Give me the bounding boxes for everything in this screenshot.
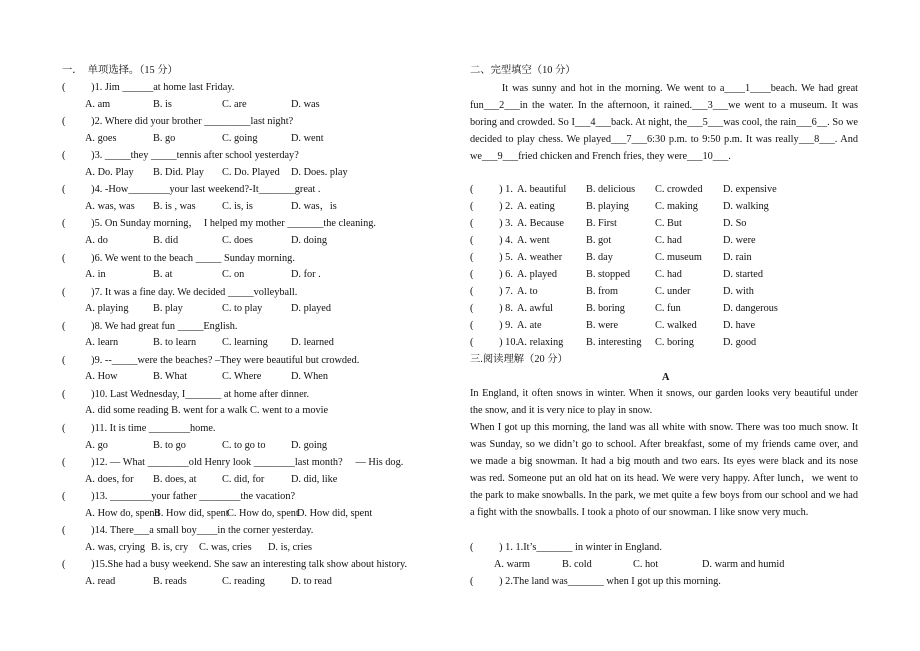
- question-option: D. learned: [291, 337, 334, 349]
- question-option: C. is, is: [222, 200, 253, 212]
- reading-option: B. cold: [562, 559, 592, 570]
- reading-option: D. warm and humid: [702, 559, 785, 570]
- cloze-option: D. expensive: [723, 184, 777, 195]
- question-option: A. Do. Play: [85, 166, 134, 178]
- reading-passage-a-title: A: [662, 372, 670, 383]
- question-stem: ( )14. There___a small boy____in the corner yesterday.: [62, 525, 314, 537]
- question-option: A. How: [85, 371, 118, 383]
- cloze-passage-text: back. At night, the: [610, 116, 688, 128]
- cloze-option-number: ( ) 8.: [470, 303, 513, 315]
- question-option: D. was，is: [291, 200, 337, 212]
- cloze-option: A. ate: [517, 320, 542, 332]
- question-option: A. goes: [85, 132, 117, 144]
- question-option: D. How did, spent: [297, 507, 373, 519]
- question-stem: ( )6. We went to the beach _____ Sunday morning.: [62, 252, 295, 264]
- question-option: A. do: [85, 234, 108, 246]
- cloze-option: B. interesting: [586, 337, 642, 349]
- cloze-option: A. weather: [517, 252, 563, 264]
- question-stem: ( )9. --_____were the beaches? –They were beautiful but crowded.: [62, 354, 360, 366]
- cloze-option: C. had: [655, 269, 682, 281]
- cloze-option: D. good: [723, 337, 757, 349]
- question-stem: ( )7. It was a fine day. We decided _____volleyball.: [62, 286, 298, 298]
- question-stem: ( )2. Where did your brother _________last night?: [62, 116, 294, 128]
- cloze-option: A. Because: [517, 218, 564, 230]
- question-option: D. did, like: [291, 473, 338, 485]
- cloze-option-number: ( ) 10.: [470, 337, 519, 349]
- question-option: A. playing: [85, 303, 129, 315]
- cloze-option: B. playing: [586, 201, 629, 213]
- question-option: B. play: [153, 303, 183, 315]
- cloze-option: D. with: [723, 286, 754, 298]
- question-option: B. at: [153, 269, 173, 280]
- question-option: B. does, at: [153, 473, 197, 485]
- question-option: C. to play: [222, 303, 263, 315]
- cloze-option-number: ( ) 5.: [470, 252, 513, 264]
- cloze-blank: ___5___: [687, 116, 724, 128]
- question-option: C. on: [222, 269, 245, 280]
- cloze-passage-text: beach. We had great fun: [470, 83, 861, 111]
- question-option: B. is: [153, 98, 172, 110]
- cloze-passage-text: It was sunny and hot in the morning. We went to a: [470, 83, 725, 94]
- cloze-blank: ___2___: [483, 99, 520, 111]
- reading-question-1: ( ) 1. 1.It’s_______ in winter in England.: [470, 542, 662, 553]
- cloze-option: D. So: [723, 218, 747, 230]
- cloze-option: B. stopped: [586, 269, 631, 281]
- cloze-option: C. crowded: [655, 184, 703, 195]
- section-title-cloze: 二、完型填空（10 分）: [470, 65, 576, 76]
- cloze-passage-text: was cool, the rain: [723, 116, 797, 128]
- question-option: D. to read: [291, 575, 332, 587]
- question-stem: ( )1. Jim ______at home last Friday.: [62, 82, 235, 93]
- question-stem: ( )3. _____they _____tennis after school yesterday?: [62, 150, 299, 162]
- question-option: C. did, for: [222, 473, 265, 485]
- cloze-passage-text: . And we: [470, 133, 861, 162]
- question-stem: ( )13. ________your father ________the vacation?: [62, 491, 296, 503]
- cloze-blank: ___3___: [692, 99, 729, 111]
- cloze-option: C. boring: [655, 337, 694, 349]
- question-stem: ( )11. It is time ________home.: [62, 423, 216, 434]
- reading-option: A. warm: [494, 559, 531, 570]
- question-stem: ( )8. We had great fun _____English.: [62, 320, 238, 332]
- cloze-option: A. relaxing: [517, 337, 564, 349]
- cloze-option: B. delicious: [586, 184, 636, 195]
- cloze-option: A. played: [517, 269, 558, 281]
- question-option: C. Where: [222, 371, 262, 383]
- cloze-passage-text: 6:30 p.m. to 9:50 p.m. It was really: [647, 133, 799, 145]
- cloze-blank: ___8___: [798, 133, 835, 145]
- question-option: A. was, crying: [85, 541, 146, 553]
- cloze-option: A. went: [517, 235, 550, 247]
- cloze-passage-text: in the water. In the afternoon, it rained.: [519, 99, 693, 111]
- question-option: A. was, was: [85, 200, 135, 212]
- question-option: B. What: [153, 371, 188, 383]
- reading-passage-a-paragraph-1: In England, it often snows in winter. When it snows, our garden looks very beautiful under the snow, and it is very nice to play in snow.: [470, 388, 858, 416]
- cloze-option: B. from: [586, 286, 619, 298]
- question-option: A. learn: [85, 337, 119, 349]
- cloze-option-number: ( ) 9.: [470, 320, 513, 332]
- cloze-option-number: ( ) 3.: [470, 218, 513, 230]
- cloze-passage: [470, 81, 861, 166]
- cloze-option: B. First: [586, 218, 617, 230]
- cloze-option: C. making: [655, 201, 698, 213]
- reading-question-2: ( ) 2.The land was_______ when I got up this morning.: [470, 576, 721, 587]
- question-option: C. was, cries: [199, 541, 252, 553]
- cloze-blank: ___4___: [574, 116, 611, 128]
- cloze-blank: ___10___: [687, 150, 729, 162]
- question-option: D. doing: [291, 234, 328, 246]
- question-stem: ( )10. Last Wednesday, I_______ at home after dinner.: [62, 388, 310, 400]
- cloze-option: C. walked: [655, 320, 697, 332]
- cloze-option: B. were: [586, 320, 619, 332]
- question-option: C. does: [222, 234, 253, 246]
- cloze-blank: ___7___: [610, 133, 648, 145]
- question-option: A. did some reading B. went for a walk C. went to a movie: [85, 405, 329, 417]
- question-option: C. are: [222, 98, 247, 110]
- question-stem: ( )15.She had a busy weekend. She saw an interesting talk show about history.: [62, 559, 408, 571]
- cloze-option: B. day: [586, 252, 613, 264]
- cloze-option: D. walking: [723, 201, 769, 213]
- cloze-option-number: ( ) 7.: [470, 286, 513, 298]
- cloze-option: B. got: [586, 235, 612, 247]
- question-option: A. go: [85, 439, 108, 451]
- question-option: C. reading: [222, 575, 265, 587]
- cloze-option: D. have: [723, 320, 756, 332]
- question-option: D. played: [291, 303, 332, 315]
- cloze-option-number: ( ) 2.: [470, 201, 513, 213]
- cloze-option: C. had: [655, 235, 682, 247]
- question-option: D. Does. play: [291, 166, 348, 178]
- cloze-passage-text: fried chicken and French fries, they were: [518, 150, 688, 162]
- section-title-multiple-choice: 一． 单项选择。（15 分）: [62, 65, 178, 76]
- cloze-option: C. But: [655, 218, 682, 230]
- question-option: D. going: [291, 439, 328, 451]
- question-option: A. does, for: [85, 473, 134, 485]
- question-option: D. for .: [291, 269, 321, 280]
- cloze-option: A. awful: [517, 303, 554, 315]
- question-option: D. went: [291, 132, 324, 144]
- cloze-option: C. under: [655, 286, 691, 298]
- section-title-reading: 三.阅读理解（20 分）: [470, 354, 568, 365]
- cloze-blank: ____1____: [724, 83, 771, 94]
- cloze-option: A. eating: [517, 201, 555, 213]
- question-option: D. was: [291, 98, 320, 110]
- question-option: A. read: [85, 575, 116, 587]
- question-option: D. When: [291, 371, 328, 383]
- cloze-passage-text: we went to a museum. It was boring and crowded. So I: [470, 99, 861, 128]
- question-option: D. is, cries: [268, 541, 313, 553]
- question-stem: ( )12. — What ________old Henry look ________last month? — His dog.: [62, 457, 404, 469]
- cloze-passage-text: . So we decided to play chess. We played: [470, 116, 861, 145]
- question-option: C. learning: [222, 337, 268, 349]
- question-option: B. is , was: [153, 200, 196, 212]
- cloze-option: C. fun: [655, 303, 681, 315]
- cloze-option: D. started: [723, 269, 764, 281]
- cloze-option: D. rain: [723, 252, 752, 264]
- question-option: B. Did. Play: [153, 166, 204, 178]
- cloze-option-number: ( ) 4.: [470, 235, 513, 247]
- question-option: A. in: [85, 269, 106, 280]
- cloze-passage-text: .: [728, 150, 731, 162]
- question-option: B. did: [153, 234, 179, 246]
- cloze-blank: ___9___: [482, 150, 519, 162]
- question-stem: ( )5. On Sunday morning， I helped my mother _______the cleaning.: [62, 218, 376, 230]
- question-option: C. Do. Played: [222, 166, 280, 178]
- cloze-blank: ___6__: [796, 116, 828, 128]
- question-option: A. am: [85, 98, 111, 110]
- cloze-option: C. museum: [655, 252, 702, 264]
- cloze-option: A. to: [517, 286, 538, 298]
- question-stem: ( )4. -How________your last weekend?-It_______great .: [62, 184, 321, 196]
- question-option: B. How did, spent: [154, 507, 229, 519]
- cloze-option-number: ( ) 6.: [470, 269, 513, 281]
- question-option: B. to learn: [153, 337, 197, 349]
- reading-option: C. hot: [633, 559, 659, 570]
- question-option: B. go: [153, 132, 176, 144]
- question-option: C. to go to: [222, 439, 266, 451]
- question-option: B. reads: [153, 575, 187, 587]
- cloze-option: D. dangerous: [723, 303, 778, 315]
- cloze-option: D. were: [723, 235, 756, 247]
- reading-passage-a-paragraph-2: When I got up this morning, the land was all white with snow. There was too much snow. It was Sunday, so we didn’t go to school. After breakfast, some of my friends came over, and we made a big snowman. It had a big mouth and two ears. Its eyes were black and its nose was red. Someone put an old hat on its head. We were very happy. After lunch，we went to the park to make snowballs. In the park, we met quite a few boys from our school and we had a fight with the snowballs. I took a photo of our snowman. I like snow very much.: [470, 422, 858, 518]
- cloze-option-number: ( ) 1.: [470, 184, 513, 195]
- question-option: C. going: [222, 132, 258, 144]
- question-option: A. How do, spend: [85, 507, 160, 519]
- question-option: C. How do, spent: [227, 507, 299, 519]
- cloze-option: A. beautiful: [517, 184, 567, 195]
- cloze-option: B. boring: [586, 303, 625, 315]
- question-option: B. to go: [153, 439, 186, 451]
- question-option: B. is, cry: [151, 541, 189, 553]
